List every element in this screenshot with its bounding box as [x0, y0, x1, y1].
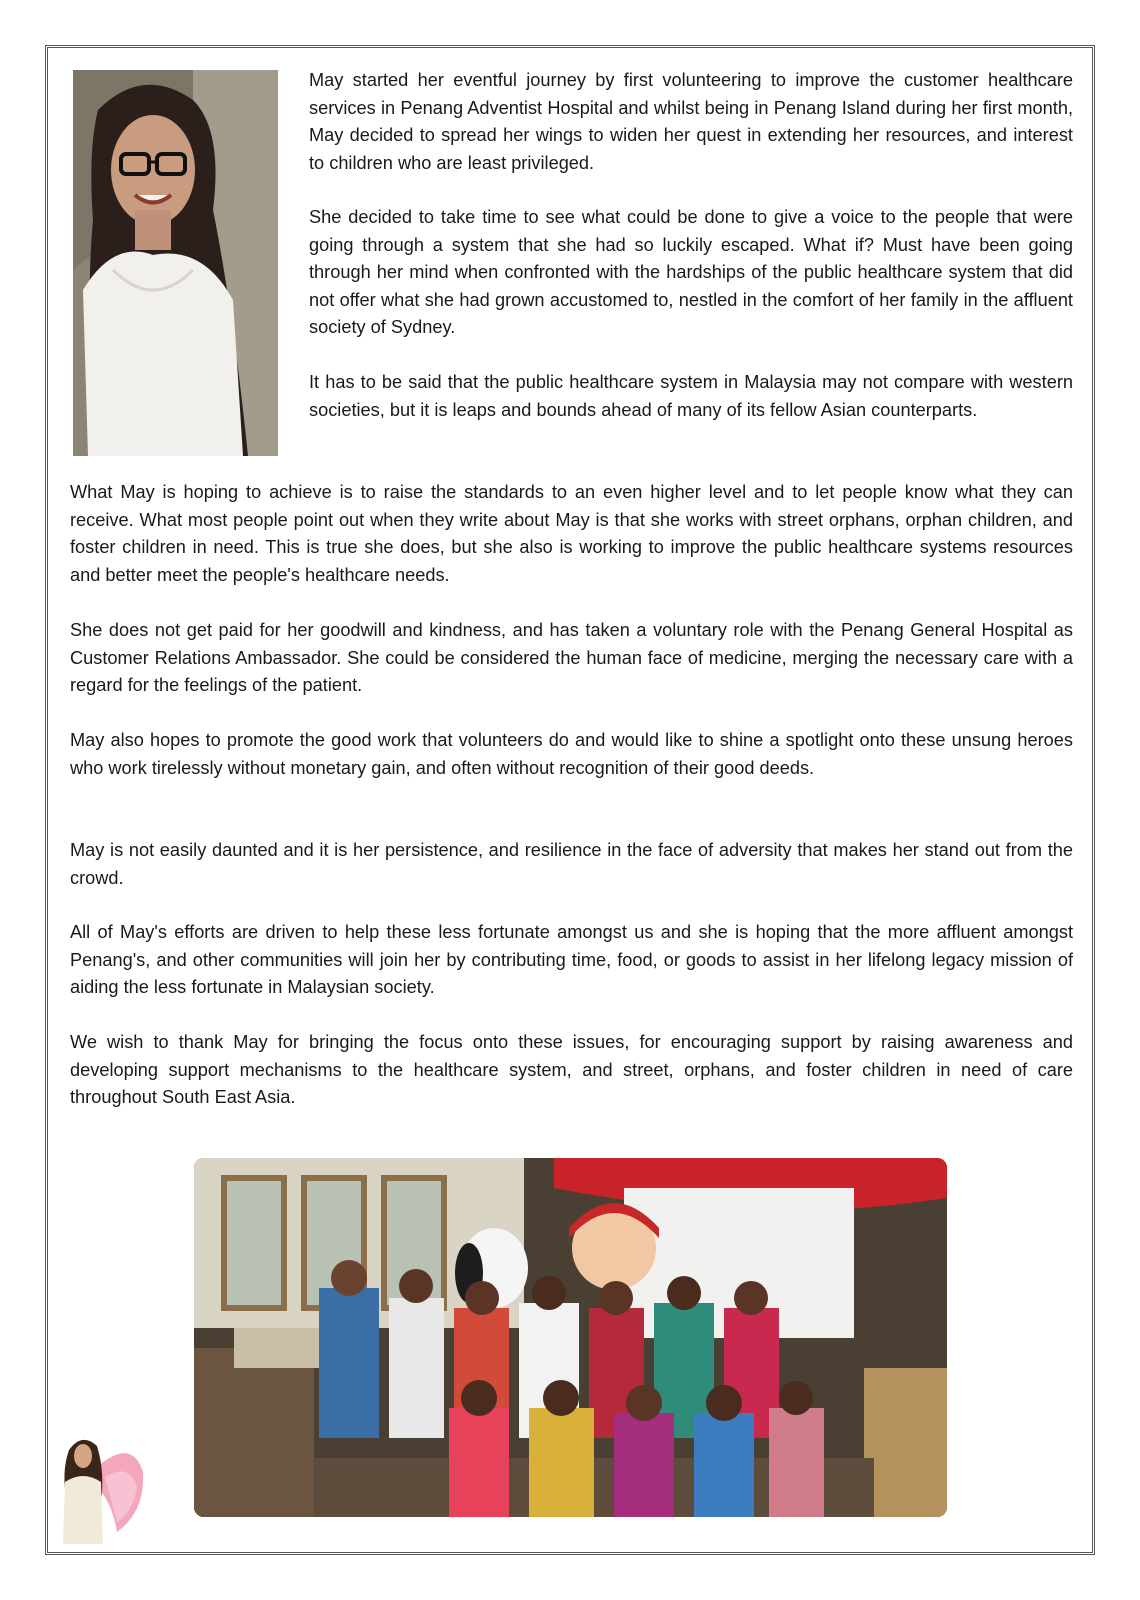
paragraph-7: May is not easily daunted and it is her persistence, and resilience in the face of adversity that makes her stand out from the crowd. [70, 840, 1073, 888]
group-photo [194, 1158, 947, 1517]
angel-wings-portrait-logo-icon [57, 1432, 145, 1544]
paragraph-3: It has to be said that the public healthcare system in Malaysia may not compare with western societies, but it is leaps and bounds ahead of many of its fellow Asian counterparts. [309, 372, 1073, 420]
portrait-photo-woman-glasses-icon [73, 70, 278, 456]
paragraph-5: She does not get paid for her goodwill and kindness, and has taken a voluntary role with the Penang General Hospital as Customer Relations Ambassador. She could be considered the human face of medicine, merging the necessary care with a regard for the feelings of the patient. [70, 620, 1073, 695]
paragraph-1: May started her eventful journey by first volunteering to improve the customer healthcare services in Penang Adventist Hospital and whilst being in Penang Island during her first month, May decided to spread her wings to widen her quest in extending her resources, and interest to children who are least privileged. [309, 70, 1073, 173]
portrait-photo [73, 70, 278, 456]
angel-logo [57, 1432, 145, 1544]
paragraph-4: What May is hoping to achieve is to raise the standards to an even higher level and to let people know what they can receive. What most people point out when they write about May is that she works with street orphans, orphan children, and foster children in need. This is true she does, but she also is working to improve the public healthcare systems resources and better meet the people's healthcare needs. [70, 482, 1073, 585]
paragraph-8: All of May's efforts are driven to help these less fortunate amongst us and she is hoping that the more affluent amongst Penang's, and other communities will join her by contributing time, food, or goods to assist in her lifelong legacy mission of aiding the less fortunate in Malaysian society. [70, 922, 1073, 997]
paragraph-2: She decided to take time to see what could be done to give a voice to the people that were going through a system that she had so luckily escaped. What if? Must have been going through her mind when confronted with the hardships of the public healthcare system that did not offer what she had grown accustomed to, nestled in the comfort of her family in the affluent society of Sydney. [309, 207, 1073, 337]
paragraph-9: We wish to thank May for bringing the focus onto these issues, for encouraging support by raising awareness and developing support mechanisms to the healthcare system, and street, orphans, and foster children in need of care throughout South East Asia. [70, 1032, 1073, 1107]
group-photo-children-mascots-icon [194, 1158, 947, 1517]
paragraph-6: May also hopes to promote the good work that volunteers do and would like to shine a spotlight onto these unsung heroes who work tirelessly without monetary gain, and often without recognition of their good deeds. [70, 730, 1073, 778]
